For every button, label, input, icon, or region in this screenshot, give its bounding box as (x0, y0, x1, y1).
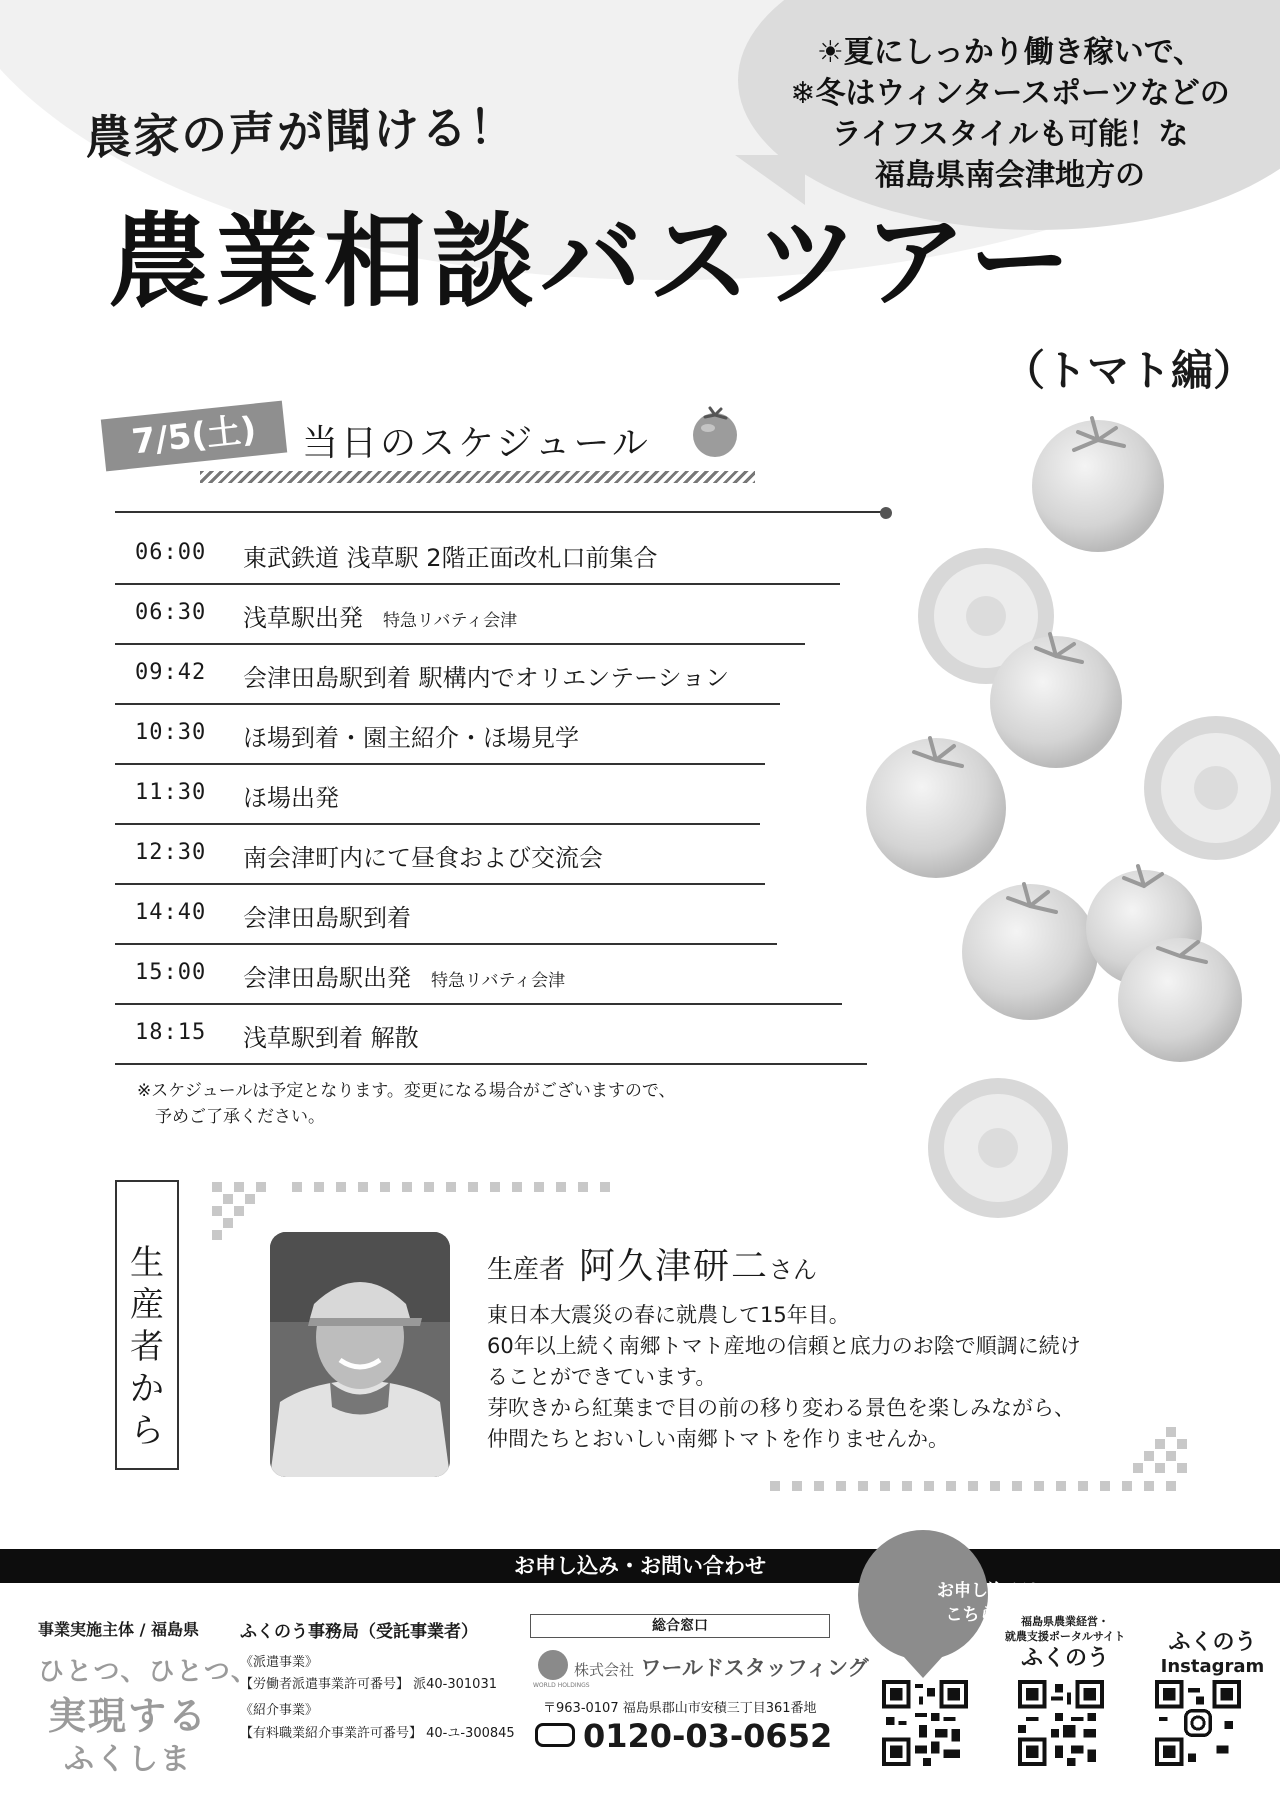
producer-honorific: さん (769, 1256, 818, 1284)
schedule-train-name: 特急リバティ会津 (383, 611, 518, 631)
instagram-text: Instagram (1160, 1656, 1265, 1677)
slogan-line: ふくしま (64, 1742, 192, 1777)
date-tag: 7/5(土) (101, 401, 287, 472)
vertical-char: 生 (130, 1243, 164, 1283)
tomato-whole-4 (962, 884, 1098, 1020)
vertical-char: 産 (130, 1285, 164, 1325)
company-prefix: 株式会社 (574, 1661, 635, 1679)
phone-number[interactable] (535, 1717, 832, 1755)
subtitle: 農家の声が聞ける！ (84, 99, 518, 165)
tomato-whole-6 (1118, 938, 1242, 1062)
apply-line-1: お申し込みは (937, 1581, 1039, 1601)
schedule-time: 09:42 (135, 660, 207, 685)
producer-name (487, 1238, 817, 1289)
portal-site-label (990, 1614, 1140, 1674)
page-title: 農業相談バスツアー (108, 203, 1077, 322)
schedule-row (115, 943, 842, 1005)
producer-vertical-label (117, 1242, 177, 1452)
schedule-note (137, 1078, 676, 1130)
organizer: 事業実施主体 / 福島県 (38, 1620, 199, 1639)
instagram-account-name: ふくのう (1168, 1630, 1257, 1655)
company-address: 〒963-0107 福島県郡山市安積三丁目361番地 (543, 1701, 817, 1716)
company-main-name: ワールドスタッフィング (640, 1656, 869, 1680)
message-line: 東日本大震災の春に就農して15年目。 (487, 1303, 850, 1327)
schedule-description (243, 538, 658, 573)
schedule-description-text: 会津田島駅到着 駅構内でオリエンテーション (243, 664, 730, 692)
message-line: 仲間たちとおいしい南郷トマトを作りませんか。 (487, 1427, 949, 1451)
schedule-description (243, 838, 603, 873)
phone-number-text: 0120-03-0652 (583, 1717, 833, 1755)
bubble-line-2: ❄冬はウィンタースポーツなどの (790, 76, 1230, 111)
schedule-row (115, 643, 780, 705)
slogan-line: ひとつ、ひとつ、 (38, 1657, 259, 1687)
message-line: 芽吹きから紅葉まで目の前の移り変わる景色を楽しみながら、 (487, 1396, 1075, 1420)
portal-qr-code[interactable] (1018, 1680, 1104, 1766)
schedule-row (115, 883, 777, 945)
producer-label-box (115, 1180, 179, 1470)
schedule-description-text: 浅草駅到着 解散 (243, 1024, 419, 1052)
schedule-top-line (115, 511, 885, 513)
message-line: 60年以上続く南郷トマト産地の信頼と底力のお陰で順調に続け (487, 1334, 1081, 1358)
producer-photo (270, 1232, 450, 1477)
portal-line-2: 就農支援ポータルサイト (1004, 1630, 1126, 1643)
schedule-description (243, 658, 729, 693)
schedule-time: 06:30 (135, 600, 207, 625)
schedule-time: 15:00 (135, 960, 207, 985)
company-name (574, 1652, 869, 1682)
note-line-1: ※スケジュールは予定となります。変更になる場合がございますので、 (137, 1081, 676, 1101)
portal-line-1: 福島県農業経営・ (1021, 1615, 1109, 1628)
schedule-time: 14:40 (135, 900, 207, 925)
tomato-half-3 (928, 1078, 1068, 1218)
office-name: ふくのう事務局（受託事業者） (240, 1622, 478, 1642)
schedule-row (115, 763, 760, 825)
tomatoes-illustration (860, 400, 1280, 1220)
vertical-char: 者 (130, 1327, 164, 1367)
schedule-row (115, 823, 765, 885)
message-line: ることができています。 (487, 1365, 717, 1389)
slogan-line: 実現する (47, 1694, 208, 1738)
schedule-row (115, 523, 840, 585)
hatch-divider (200, 471, 755, 483)
schedule-description-text: 東武鉄道 浅草駅 2階正面改札口前集合 (243, 544, 658, 572)
dispatch-number: 【労働者派遣事業許可番号】 派40-301031 (240, 1677, 497, 1692)
schedule-description-text: 会津田島駅出発 (243, 964, 411, 992)
apply-qr-code[interactable] (882, 1680, 968, 1766)
producer-full-name: 阿久津研二 (579, 1246, 770, 1287)
schedule-heading: 当日のスケジュール (302, 423, 651, 464)
intro-number: 【有料職業紹介事業許可番号】 40-ユ-300845 (240, 1726, 515, 1741)
company-logo-text: WORLD HOLDINGS (533, 1682, 590, 1689)
schedule-description (243, 718, 579, 753)
schedule-time: 12:30 (135, 840, 207, 865)
tomato-whole-3 (866, 738, 1006, 878)
schedule-description (243, 1018, 419, 1053)
schedule-description-text: 浅草駅出発 (243, 604, 363, 632)
schedule-time: 06:00 (135, 540, 207, 565)
schedule-time: 10:30 (135, 720, 207, 745)
general-window-label: 総合窓口 (530, 1614, 830, 1638)
contact-bar: お申し込み・お問い合わせ (0, 1549, 1280, 1583)
intro-label: 《紹介事業》 (240, 1703, 319, 1718)
edition-label: （トマト編） (1003, 346, 1256, 395)
schedule-row (115, 583, 805, 645)
schedule-row (115, 1003, 867, 1065)
tomato-half-2 (1144, 716, 1280, 860)
company-logo-icon (538, 1650, 568, 1680)
schedule-train-name: 特急リバティ会津 (431, 971, 566, 991)
note-line-2: 予めご了承ください。 (155, 1107, 325, 1127)
instagram-label (1150, 1625, 1275, 1677)
vertical-char: か (130, 1369, 164, 1409)
vertical-char: ら (130, 1411, 164, 1451)
free-dial-icon (535, 1723, 575, 1747)
instagram-qr-code[interactable] (1155, 1680, 1241, 1766)
apply-line-2: こちらから (945, 1605, 1031, 1625)
dispatch-label: 《派遣事業》 (240, 1655, 319, 1670)
schedule-description-text: 南会津町内にて昼食および交流会 (243, 844, 603, 872)
tomato-whole-1 (1032, 418, 1164, 552)
apply-badge-pointer (903, 1656, 943, 1678)
portal-name: ふくのう (1020, 1646, 1109, 1671)
schedule-description (243, 898, 411, 933)
speech-bubble-text (780, 32, 1240, 196)
schedule-time: 18:15 (135, 1020, 207, 1045)
schedule-description (243, 958, 565, 993)
schedule-row (115, 703, 765, 765)
producer-message (487, 1300, 1081, 1455)
schedule-time: 11:30 (135, 780, 207, 805)
apply-badge (858, 1530, 1039, 1660)
bubble-line-3: ライフスタイルも可能！な (831, 117, 1189, 152)
schedule-description-text: ほ場出発 (243, 784, 339, 812)
producer-role: 生産者 (487, 1255, 566, 1285)
bubble-line-1: ☀夏にしっかり働き稼いで、 (816, 35, 1204, 70)
schedule-description-text: ほ場到着・園主紹介・ほ場見学 (243, 724, 579, 752)
schedule-description-text: 会津田島駅到着 (243, 904, 411, 932)
schedule-description (243, 778, 339, 813)
bubble-line-4: 福島県南会津地方の (875, 158, 1145, 193)
slogan-logo (38, 1650, 259, 1782)
schedule-description (243, 598, 517, 633)
tomato-icon (686, 406, 744, 458)
